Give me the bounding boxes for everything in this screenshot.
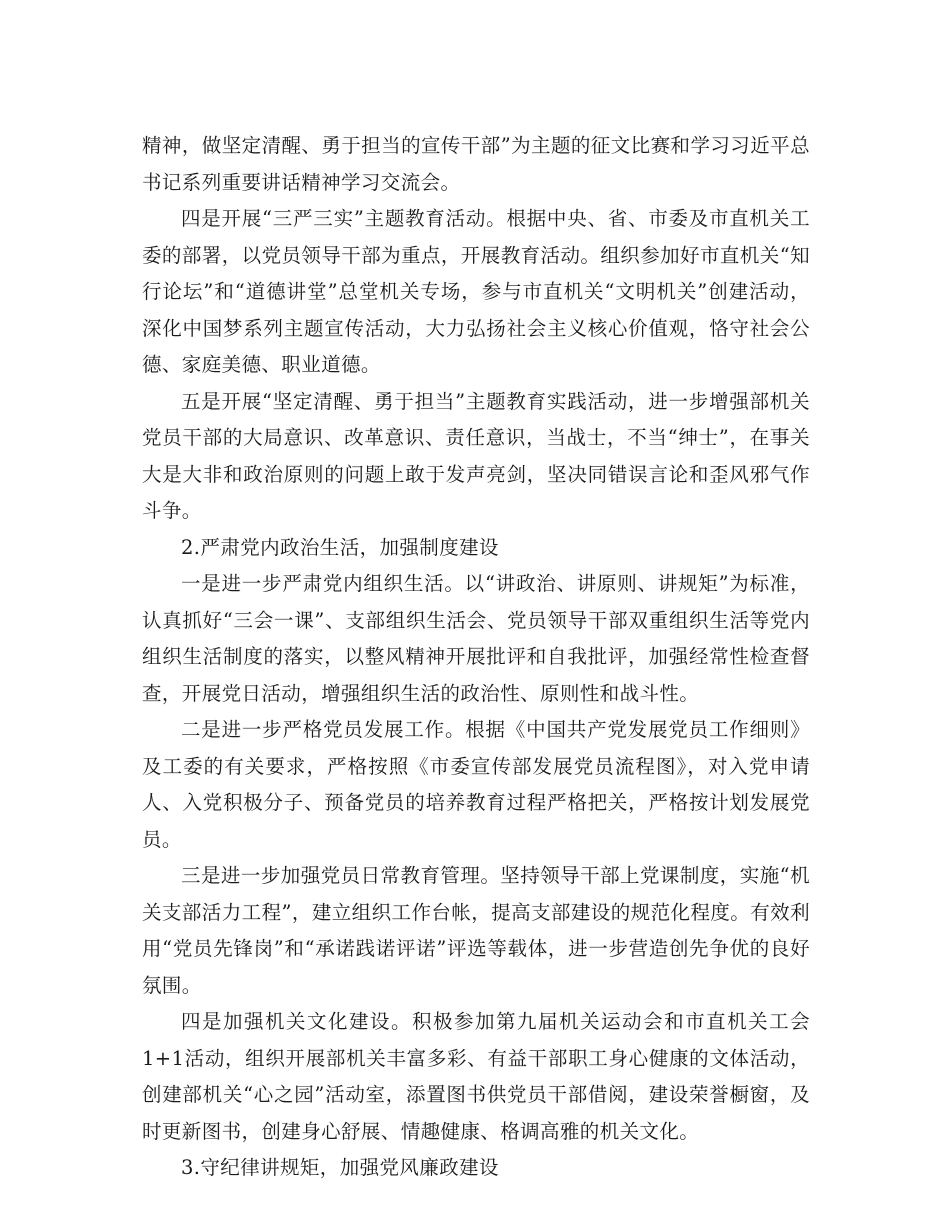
section-heading-2: 2.严肃党内政治生活，加强制度建设: [181, 535, 499, 559]
paragraph-continuation: 精神，做坚定清醒、勇于担当的宣传干部”为主题的征文比赛和学习习近平总书记系列重要讲话精神学习交流会。: [142, 134, 810, 194]
paragraph-organization-life: 一是进一步严肃党内组织生活。以“讲政治、讲原则、讲规矩”为标准，认真抓好“三会一课”、支部组织生活会、党员领导干部双重组织生活等党内组织生活制度的落实，以整风精神开展批评和自我批评，加强经常性检查督查，开展党日活动，增强组织生活的政治性、原则性和战斗性。: [142, 572, 810, 705]
section-heading-3: 3.守纪律讲规矩，加强党风廉政建设: [181, 1156, 499, 1179]
paragraph-sanyan-sanshi: 四是开展“三严三实”主题教育活动。根据中央、省、市委及市直机关工委的部署，以党员领导干部为重点，开展教育活动。组织参加好市直机关“知行论坛”和“道德讲堂”总堂机关专场，参与市直机关“文明机关”创建活动，深化中国梦系列主题宣传活动，大力弘扬社会主义核心价值观，恪守社会公德、家庭美德、职业道德。: [142, 207, 810, 376]
paragraph-culture-building: 四是加强机关文化建设。积极参加第九届机关运动会和市直机关工会1+1活动，组织开展部机关丰富多彩、有益干部职工身心健康的文体活动，创建部机关“心之园”活动室，添置图书供党员干部借阅，建设荣誉橱窗，及时更新图书，创建身心舒展、情趣健康、格调高雅的机关文化。: [142, 1010, 810, 1143]
paragraph-education-management: 三是进一步加强党员日常教育管理。坚持领导干部上党课制度，实施“机关支部活力工程”，建立组织工作台帐，提高支部建设的规范化程度。有效利用“党员先锋岗”和“承诺践诺评诺”评选等载体，进一步营造创先争优的良好氛围。: [142, 864, 810, 997]
paragraph-jianding-qingxing: 五是开展“坚定清醒、勇于担当”主题教育实践活动，进一步增强部机关党员干部的大局意识、改革意识、责任意识，当战士，不当“绅士”，在事关大是大非和政治原则的问题上敢于发声亮剑，坚决同错误言论和歪风邪气作斗争。: [142, 389, 810, 522]
document-page: [142, 128, 810, 1187]
paragraph-member-development: 二是进一步严格党员发展工作。根据《中国共产党发展党员工作细则》及工委的有关要求，严格按照《市委宣传部发展党员流程图》，对入党申请人、入党积极分子、预备党员的培养教育过程严格把关，严格按计划发展党员。: [142, 718, 810, 851]
